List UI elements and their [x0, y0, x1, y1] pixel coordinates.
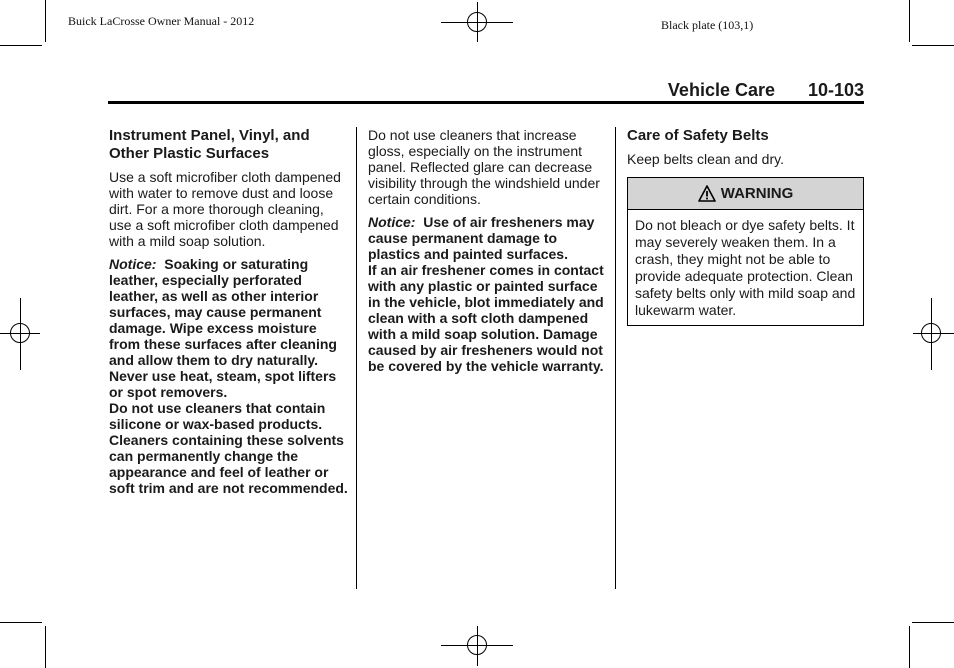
section-title: Vehicle Care [667, 80, 775, 100]
body-paragraph: Use a soft microfiber cloth dampened with water to remove dust and loose dirt. For a more thorough cleaning, use a soft microfiber cloth dampened with a mild soap solution. [109, 169, 341, 249]
warning-box [627, 177, 864, 326]
column-2 [368, 127, 608, 381]
crop-mark [45, 626, 46, 668]
body-paragraph: Do not use cleaners that increase gloss, especially on the instrument panel. Reflected glare can decrease visibility through the windshield under certain conditions. [368, 127, 600, 207]
registration-circle [467, 12, 487, 32]
page-number: 10-103 [807, 80, 864, 100]
notice-text: If an air freshener comes in contact with any plastic or painted surface in the vehicle, blot immediately and clean with a soft cloth dampened with a mild soap solution. Damage caused by air fresheners would not be covered by the vehicle warranty. [368, 262, 604, 374]
notice-label: Notice: [368, 214, 416, 230]
notice-paragraph [109, 256, 349, 496]
section-heading: Care of Safety Belts [627, 127, 769, 144]
registration-circle [10, 323, 30, 343]
warning-title: WARNING [720, 184, 794, 202]
header-rule [108, 101, 864, 104]
column-3 [627, 127, 864, 326]
crop-mark [45, 0, 46, 42]
section-heading: Instrument Panel, Vinyl, and Other Plastic Surfaces [109, 127, 310, 162]
notice-paragraph [368, 214, 608, 374]
crop-mark [909, 0, 910, 42]
warning-header [628, 178, 863, 210]
slug-right: Black plate (103,1) [661, 18, 754, 32]
notice-text: Do not use cleaners that contain silicone or wax-based products. Cleaners containing these solvents can permanently change the appearance and feel of leather or soft trim and are not recommended. [109, 400, 348, 496]
warning-triangle-icon [698, 185, 716, 202]
notice-text: Soaking or saturating leather, especially perforated leather, as well as other interior surfaces, may cause permanent damage. Wipe excess moisture from these surfaces after cleaning and allow them to dry naturally. Never use heat, steam, spot lifters or spot removers. [109, 256, 337, 400]
slug-left: Buick LaCrosse Owner Manual - 2012 [68, 14, 255, 28]
notice-text: Use of air fresheners may cause permanent damage to plastics and painted surfaces. [368, 214, 595, 262]
registration-circle [467, 635, 487, 655]
column-divider [356, 127, 357, 589]
column-1 [109, 127, 349, 503]
running-header [108, 80, 864, 102]
notice-label: Notice: [109, 256, 157, 272]
crop-mark [912, 622, 954, 623]
crop-mark [0, 45, 42, 46]
column-divider [615, 127, 616, 589]
registration-circle [921, 323, 941, 343]
body-paragraph: Keep belts clean and dry. [627, 151, 784, 167]
crop-mark [0, 622, 42, 623]
warning-text: Do not bleach or dye safety belts. It may severely weaken them. In a crash, they might not be able to provide adequate protection. Clean safety belts only with mild soap and lukewarm water. [635, 217, 856, 318]
crop-mark [912, 45, 954, 46]
crop-mark [909, 626, 910, 668]
